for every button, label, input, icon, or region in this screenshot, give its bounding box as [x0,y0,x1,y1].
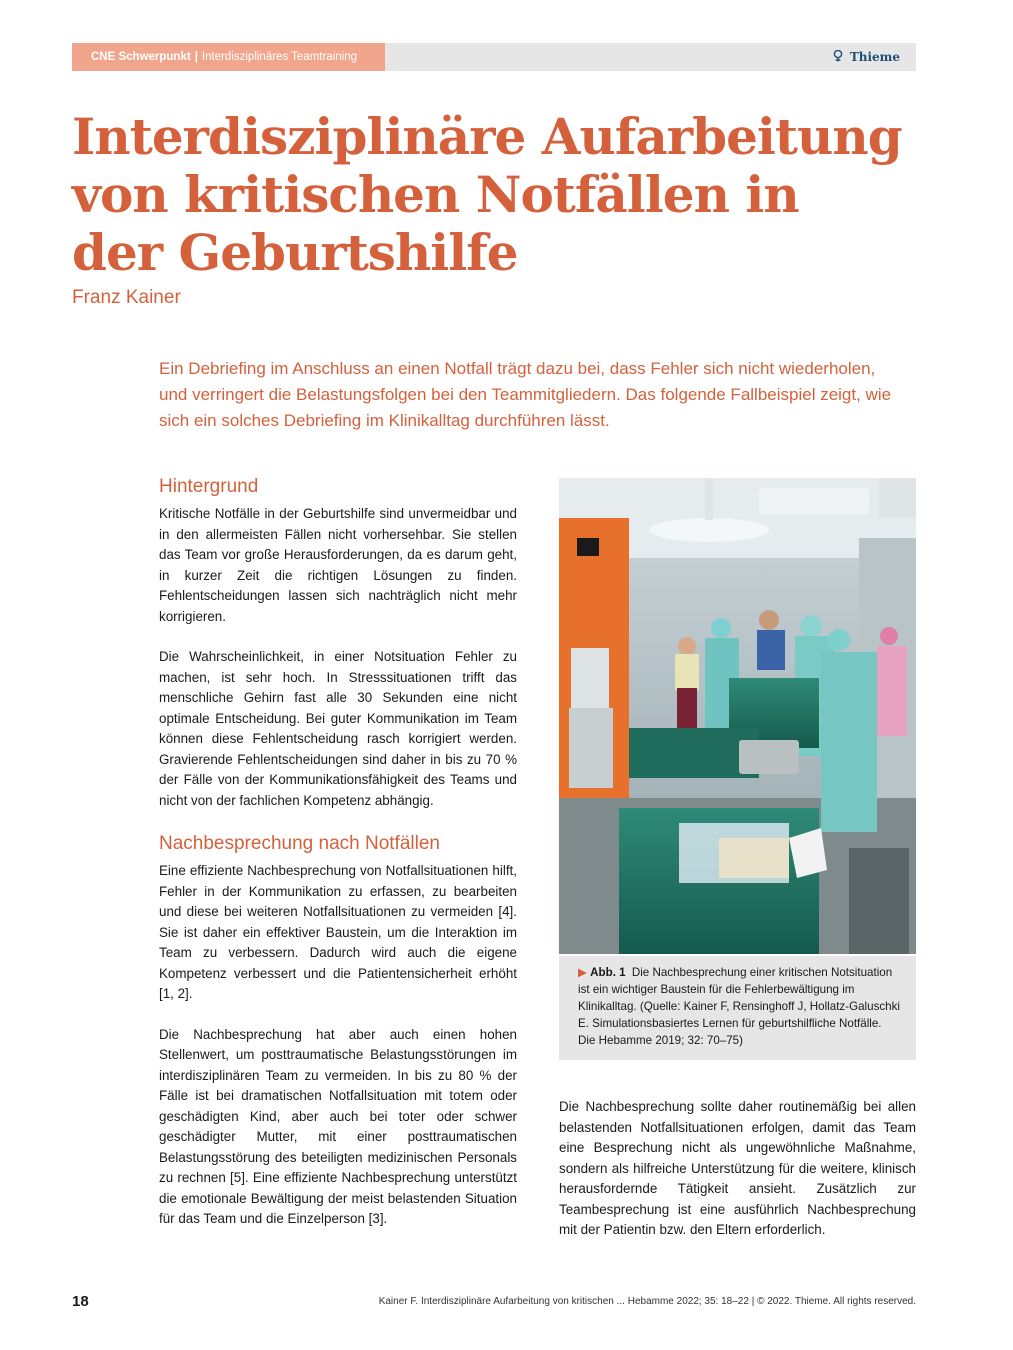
lead-paragraph: Ein Debriefing im Anschluss an einen Notfall trägt dazu bei, dass Fehler sich nicht wiederholen, und verringert die Belastungsfolgen bei den Teammitgliedern. Das folgende Fallbeispiel zeigt, wie sich ein solches Debriefing im Klinikalltag durchführen lässt. [159,359,892,430]
title-line: Interdisziplinäre Aufarbeitung [72,107,902,166]
body-paragraph: Kritische Notfälle in der Geburtshilfe sind unvermeidbar und in den allermeisten Fällen nicht vorhersehbar. Sie stellen das Team vor große Herausforderungen, da es darum geht, in kurzer Zeit die richtigen Lösungen zu finden. Fehlentscheidungen lassen sich nachträglich nicht mehr korrigieren. [159,506,517,624]
section-heading-nachbesprechung: Nachbesprechung nach Notfällen [159,833,440,854]
thieme-logo-icon [833,50,847,64]
section-subtitle: Interdisziplinäres Teamtraining [201,51,358,63]
left-column [159,474,517,1230]
section-tab [72,43,385,71]
figure-label: Abb. 1 [590,966,626,979]
footer-citation: Kainer F. Interdisziplinäre Aufarbeitung von kritischen ... Hebamme 2022; 35: 18–22 | © 2022. Thieme. All rights reserved. [378,1296,916,1307]
publisher-name: Thieme [849,50,900,64]
body-paragraph: Die Wahrscheinlichkeit, in einer Notsituation Fehler zu machen, ist sehr hoch. In Stresssituationen trifft das menschliche Gehirn fast alle 30 Sekunden eine nicht optimale Entscheidung. Bei guter Kommunikation im Team können diese Fehlentscheidung rasch korrigiert werden. Gravierende Fehlentscheidungen sind daher in bis zu 70 % der Fälle von der Kommunikationsfähigkeit des Teams und nicht von der fachlichen Kompetenz abhängig. [159,649,517,808]
figure-caption [559,956,916,1060]
body-paragraph: Die Nachbesprechung sollte daher routinemäßig bei allen belastenden Notfallsituationen erfolgen, damit das Team eine Besprechung nicht als ungewöhnliche Maßnahme, sondern als hilfreiche Unterstützung für die weitere, klinisch herausfordernde Tätigkeit ansieht. Zusätzlich zur Teambesprechung ist eine ausführlich Nachbesprechung mit der Patientin bzw. den Eltern erforderlich. [559,1099,916,1237]
figure-photo [559,478,916,954]
running-header [72,43,916,71]
publisher-logo [833,43,900,71]
section-name: CNE Schwerpunkt [91,51,191,63]
title-line: von kritischen Notfällen in [72,165,799,224]
caption-text: Die Nachbesprechung einer kritischen Notsituation ist ein wichtiger Baustein für die Fehlerbewältigung im Klinikalltag. (Quelle: Kainer F, Rensinghoff J, Hollatz-Galuschki E. Simulationsbasiertes Lernen für geburtshilfliche Notfälle. Die Hebamme 2019; 32: 70–75) [578,966,900,1047]
article-title [72,108,952,282]
right-column [559,1097,916,1241]
header-separator: | [194,51,198,63]
body-paragraph: Die Nachbesprechung hat aber auch einen hohen Stellenwert, um posttraumatische Belastungsstörungen im interdisziplinären Team zu vermeiden. In bis zu 80 % der Fälle ist bei dramatischen Notfallsituation mit totem oder geschädigten Kind, aber auch bei toter oder schwer geschädigter Mutter, mit einer posttraumatischen Belastungsstörung des beteiligten medizinischen Personals zu rechnen [5]. Eine effiziente Nachbesprechung unterstützt die emotionale Bewältigung der meist belastenden Situation für das Team und die Einzelperson [3]. [159,1026,517,1226]
author-name: Franz Kainer [72,287,181,308]
section-heading-hintergrund: Hintergrund [159,476,259,497]
page-number: 18 [72,1293,89,1310]
caption-arrow-icon: ▶ [578,966,587,979]
operating-room-photo [559,478,916,954]
page-footer [72,1293,916,1313]
title-line: der Geburtshilfe [72,223,518,282]
body-paragraph: Eine effiziente Nachbesprechung von Notfallsituationen hilft, Fehler in der Kommunikation zu erfassen, zu bearbeiten und diese bei weiteren Notfallsituationen zu vermeiden [4]. Sie ist daher ein effektiver Baustein, um die Interaktion im Team zu verbessern. Dadurch wird auch die eigene Kompetenz verbessert und die Patientensicherheit erhöht [1, 2]. [159,863,517,1001]
